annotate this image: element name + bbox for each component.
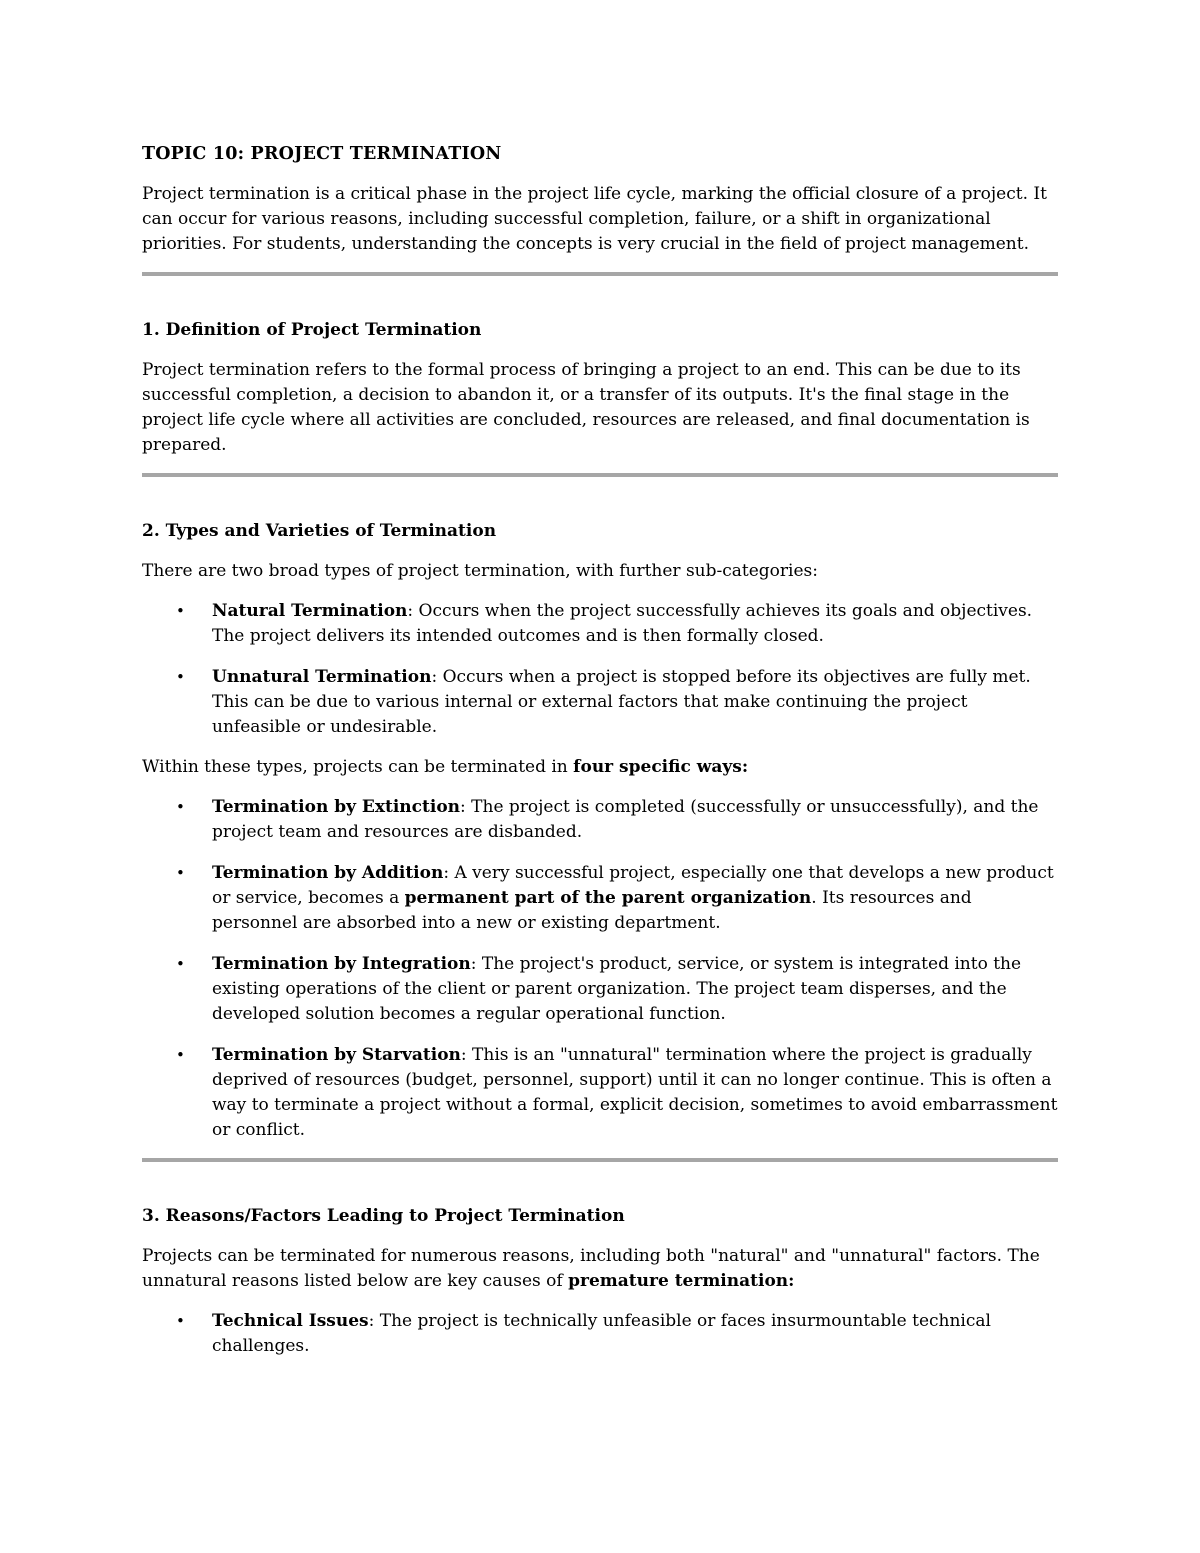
- item-label: Termination by Integration: [212, 954, 471, 974]
- list-item: [142, 599, 1058, 649]
- document-page: [142, 140, 1058, 1374]
- section-paragraph: There are two broad types of project termination, with further sub-categories:: [142, 561, 818, 581]
- ways-intro-bold: four specific ways:: [573, 757, 749, 777]
- ways-list: [142, 795, 1058, 1143]
- item-text: : A very successful project, especially one that develops a new product or service, becomes a: [212, 863, 1054, 908]
- item-label: Termination by Extinction: [212, 797, 461, 817]
- section-divider: [142, 1158, 1058, 1162]
- reasons-list: [142, 1309, 1058, 1359]
- section-heading: 3. Reasons/Factors Leading to Project Termination: [142, 1206, 625, 1226]
- types-list: [142, 599, 1058, 740]
- section-definition: [142, 316, 1058, 477]
- item-label: Termination by Addition: [212, 863, 444, 883]
- list-item: [142, 952, 1058, 1027]
- list-item: [142, 665, 1058, 740]
- item-label: Natural Termination: [212, 601, 408, 621]
- reasons-intro: Projects can be terminated for numerous reasons, including both "natural" and "unnatural" factors. The unnatural reasons listed below are key causes of: [142, 1246, 1040, 1291]
- section-reasons: [142, 1202, 1058, 1359]
- section-divider: [142, 473, 1058, 477]
- bullet-icon: •: [176, 1046, 185, 1064]
- section-paragraph: [142, 755, 1058, 780]
- item-text: . Its resources and personnel are absorbed into a new or existing department.: [212, 888, 972, 933]
- item-text: : This is an "unnatural" termination where the project is gradually deprived of resources (budget, personnel, support) until it can no longer continue. This is often a way to terminate a project without a formal, explicit decision, sometimes to avoid embarrassment or conflict.: [212, 1045, 1058, 1140]
- section-heading: 1. Definition of Project Termination: [142, 320, 482, 340]
- bullet-icon: •: [176, 955, 185, 973]
- item-label: Unnatural Termination: [212, 667, 432, 687]
- item-text: : The project is completed (successfully or unsuccessfully), and the project team and resources are disbanded.: [212, 797, 1039, 842]
- list-item: [142, 861, 1058, 936]
- section-types: [142, 517, 1058, 1162]
- list-item: [142, 1309, 1058, 1359]
- item-label: Termination by Starvation: [212, 1045, 461, 1065]
- bullet-icon: •: [176, 864, 185, 882]
- bullet-icon: •: [176, 668, 185, 686]
- ways-intro: Within these types, projects can be terminated in: [142, 757, 574, 777]
- item-label: Technical Issues: [212, 1311, 369, 1331]
- reasons-intro-bold: premature termination:: [568, 1271, 795, 1291]
- item-bold-text: permanent part of the parent organization: [404, 888, 812, 908]
- intro-paragraph: Project termination is a critical phase in the project life cycle, marking the official closure of a project. It can occur for various reasons, including successful completion, failure, or a shift in organizational priorities. For students, understanding the concepts is very crucial in the field of project management.: [142, 184, 1047, 254]
- document-title: TOPIC 10: PROJECT TERMINATION: [142, 144, 502, 164]
- section-divider: [142, 272, 1058, 276]
- list-item: [142, 795, 1058, 845]
- list-item: [142, 1043, 1058, 1143]
- bullet-icon: •: [176, 1312, 185, 1330]
- section-heading: 2. Types and Varieties of Termination: [142, 521, 497, 541]
- section-paragraph: [142, 1244, 1058, 1294]
- item-text: : The project's product, service, or system is integrated into the existing operations of the client or parent organization. The project team disperses, and the developed solution becomes a regular operational function.: [212, 954, 1022, 1024]
- item-text: : Occurs when the project successfully achieves its goals and objectives. The project delivers its intended outcomes and is then formally closed.: [212, 601, 1033, 646]
- item-text: : Occurs when a project is stopped before its objectives are fully met. This can be due to various internal or external factors that make continuing the project unfeasible or undesirable.: [212, 667, 1031, 737]
- section-paragraph: Project termination refers to the formal process of bringing a project to an end. This can be due to its successful completion, a decision to abandon it, or a transfer of its outputs. It's the final stage in the project life cycle where all activities are concluded, resources are released, and final documentation is prepared.: [142, 360, 1030, 455]
- item-text: : The project is technically unfeasible or faces insurmountable technical challenges.: [212, 1311, 991, 1356]
- bullet-icon: •: [176, 602, 185, 620]
- bullet-icon: •: [176, 798, 185, 816]
